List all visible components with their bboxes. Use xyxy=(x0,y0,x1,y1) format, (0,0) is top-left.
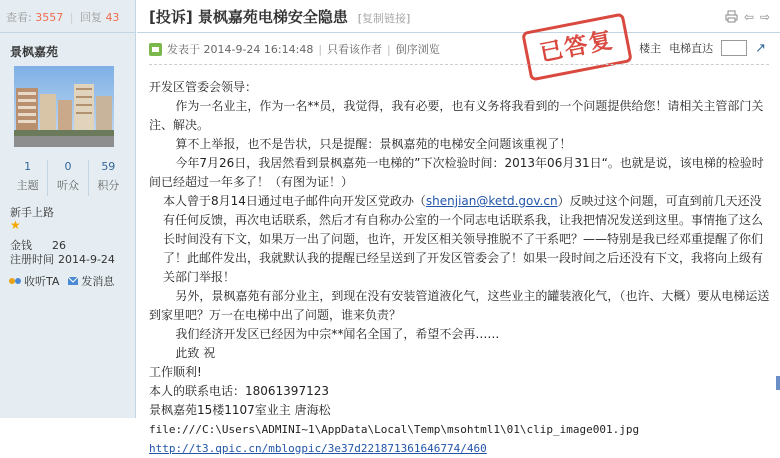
meta-label: 注册时间 xyxy=(10,253,54,266)
print-icon[interactable] xyxy=(725,10,738,23)
count-value: 0 xyxy=(64,160,72,173)
paragraph-3: 今年7月26日，我居然看到景枫嘉苑一电梯的”下次检验时间：2013年06月31日“。也就是说，该电梯的检验时间已经超过一年多了！（有图为证！） xyxy=(149,156,764,189)
count-label: 听众 xyxy=(56,179,79,192)
count-points[interactable] xyxy=(89,160,128,196)
paragraph-4-pre: 本人曾于8月14日通过电子邮件向开发区党政办（ xyxy=(163,194,426,208)
reply-label: 回复 xyxy=(79,11,102,24)
contact-phone: 本人的联系电话：18061397123 xyxy=(149,384,329,398)
scrollbar-thumb[interactable] xyxy=(776,376,780,390)
view-count: 3557 xyxy=(35,11,64,24)
avatar[interactable] xyxy=(14,66,114,147)
meta-separator: | xyxy=(387,42,391,56)
avatar-photo xyxy=(14,66,114,147)
count-value: 59 xyxy=(101,160,116,173)
message-icon xyxy=(67,275,79,287)
meta-separator: | xyxy=(318,42,323,56)
follow-label: 收听TA xyxy=(24,275,60,288)
message-label: 发消息 xyxy=(81,275,115,288)
paragraph-5: 另外，景枫嘉苑有部分业主，到现在没有安装管道液化气，这些业主的罐装液化气，（也许、大概）要从电梯运送到家里吧？万一在电梯中出了问题，谁来负责？ xyxy=(149,289,770,322)
posted-at: 发表于 2014-9-24 16:14:48 xyxy=(167,43,314,56)
meta-value: 2014-9-24 xyxy=(58,253,115,266)
jump-go-icon[interactable]: ↗ xyxy=(755,40,766,56)
user-counts xyxy=(8,160,128,196)
paragraph-4-post: ）反映过这个问题，可直到前几天还没有任何反馈，再次电话联系，然后才有自称办公室的一个同志电话联系我，让我把情况发送到这里。事情拖了这么长时间没有下文，如果万一出了问题，也许，开发区相关领导推脱不了干系吧？——特别是我已经邓重提醒了你们了！此邮件发出，我就默认我的提醒已经呈送到了开发区管委会了！如果一段时间之后还没有下文，我将向上级有关部门举报！ xyxy=(163,194,764,284)
paragraph-7: 此致 祝 xyxy=(175,346,216,360)
view-label: 查看: xyxy=(6,11,32,24)
user-actions xyxy=(8,273,114,289)
paragraph-1: 作为一名业主，作为一名**员，我觉得，我有必要，也有义务将我看到的一个问题提供给您！请相关主管部门关注、解决。 xyxy=(149,99,764,132)
file-path: file:///C:\Users\ADMINI~1\AppData\Local\Temp\msohtml1\01\clip_image001.jpg xyxy=(149,423,640,436)
answered-stamp: 已答复 xyxy=(521,13,633,82)
stats-separator: | xyxy=(69,11,74,24)
count-label: 主题 xyxy=(16,179,39,192)
register-time-row xyxy=(10,251,115,267)
thread-stats xyxy=(0,0,135,33)
paragraph-4 xyxy=(149,192,771,287)
post-main xyxy=(137,0,780,455)
star-icon: ★ xyxy=(10,218,21,232)
picture-link[interactable]: http://t3.qpic.cn/mblogpic/3e37d221871361646774/460 xyxy=(149,442,487,455)
email-link[interactable]: shenjian@ketd.gov.cn xyxy=(425,194,558,208)
signature: 景枫嘉苑15楼1107室业主 唐海松 xyxy=(149,403,331,417)
count-value: 1 xyxy=(24,160,32,173)
meta-value: 26 xyxy=(52,239,66,252)
author-sidebar xyxy=(0,0,136,418)
reply-count: 43 xyxy=(105,11,120,24)
author-name[interactable]: 景枫嘉苑 xyxy=(10,45,59,59)
reverse-order-link[interactable]: 倒序浏览 xyxy=(395,43,440,56)
post-divider xyxy=(149,64,769,65)
thread-title: [投诉] 景枫嘉苑电梯安全隐患 xyxy=(149,8,348,26)
title-bar xyxy=(137,0,780,33)
post-meta xyxy=(149,41,440,57)
floor-tools xyxy=(639,40,766,56)
post-body xyxy=(149,78,771,458)
floor-label: 楼主 xyxy=(639,42,662,55)
title-tools xyxy=(725,10,770,24)
user-group[interactable]: 新手上路 xyxy=(10,206,54,219)
count-label: 积分 xyxy=(97,179,120,192)
count-listeners[interactable] xyxy=(48,160,88,196)
paragraph-6: 我们经济开发区已经因为中宗**闻名全国了，希望不会再…… xyxy=(175,327,500,341)
meta-label: 金钱 xyxy=(10,239,32,252)
online-status-icon xyxy=(149,43,162,56)
author-only-link[interactable]: 只看该作者 xyxy=(327,43,383,56)
copy-link-button[interactable]: [复制链接] xyxy=(357,12,411,25)
count-topics[interactable] xyxy=(8,160,48,196)
paragraph-2: 算不上举报，也不是告状，只是提醒：景枫嘉苑的电梯安全问题该重视了！ xyxy=(175,137,572,151)
greeting: 开发区管委会领导： xyxy=(149,80,258,94)
next-thread-icon[interactable]: ⇨ xyxy=(759,10,770,24)
follow-button[interactable] xyxy=(8,273,59,289)
message-button[interactable] xyxy=(67,273,114,289)
jump-floor-input[interactable] xyxy=(721,40,747,56)
follow-icon xyxy=(8,275,22,287)
prev-thread-icon[interactable]: ⇦ xyxy=(743,10,754,24)
jump-label: 电梯直达 xyxy=(669,42,714,55)
paragraph-8: 工作顺利! xyxy=(149,365,202,379)
